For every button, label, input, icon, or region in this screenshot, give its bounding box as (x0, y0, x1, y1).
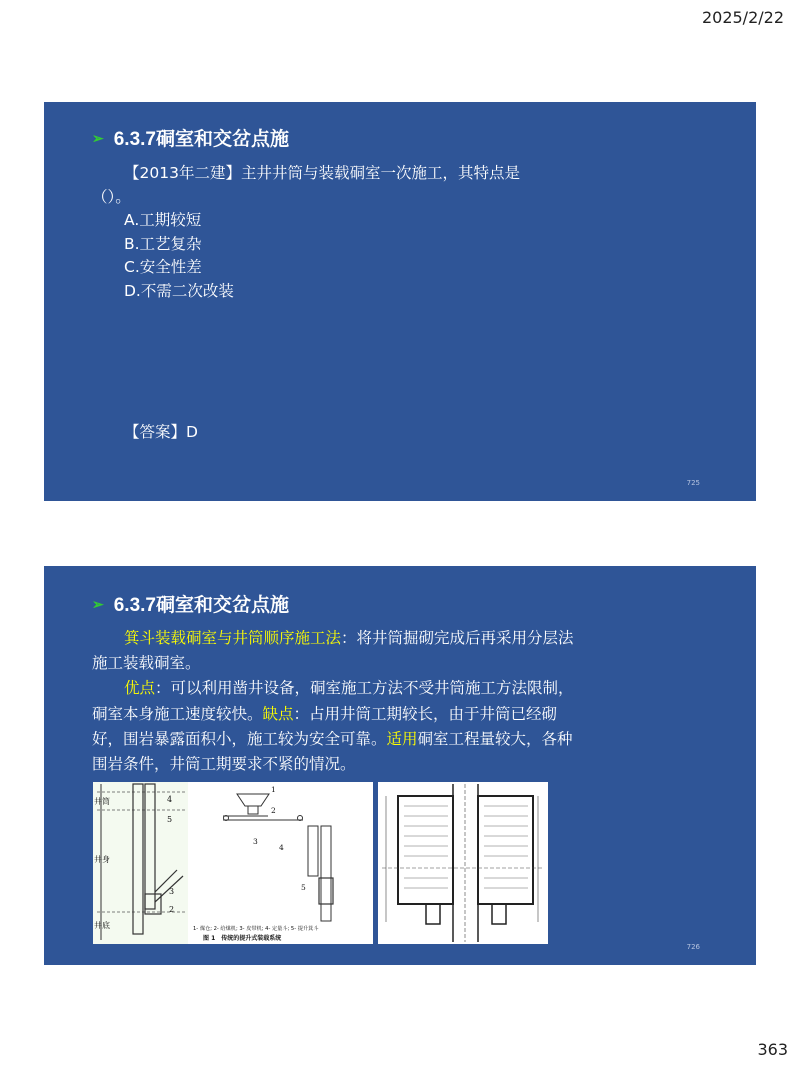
slide-title (92, 590, 289, 617)
slide-title-text: 6.3.7硐室和交岔点施 (113, 129, 289, 150)
figure-loading-system (93, 782, 373, 944)
left-label-bot: 井底 (94, 921, 110, 930)
page-number: 363 (757, 1040, 788, 1059)
mid-num-4: 4 (279, 843, 284, 852)
left-num-5: 5 (167, 815, 173, 824)
advantage-text: ：可以利用凿井设备，硐室施工方法不受井筒施工方法限制，硐室本身施工速度较快。 (92, 679, 574, 723)
mid-num-1: 1 (271, 785, 276, 794)
left-num-3: 3 (169, 887, 175, 896)
left-label-top: 井筒 (94, 797, 110, 806)
paragraph-2 (92, 676, 582, 777)
arrow-bullet-icon: ➢ (92, 596, 104, 612)
question-line-1: 【2013年二建】主井井筒与装载硐室一次施工，其特点是 (124, 164, 520, 182)
slide-number: 726 (686, 943, 700, 951)
slide-number: 725 (686, 479, 700, 487)
advantage-label: 优点 (124, 679, 156, 698)
mid-num-2: 2 (271, 806, 276, 815)
question-line-2: （）。 (92, 187, 131, 206)
arrow-bullet-icon: ➢ (92, 130, 104, 146)
option-a: A.工期较短 (124, 211, 202, 229)
question-text (92, 162, 622, 209)
mid-num-5: 5 (301, 883, 306, 892)
slide-title (92, 124, 289, 151)
figure-chamber-section (378, 782, 548, 944)
body-text (92, 626, 582, 777)
answer-text: 【答案】D (124, 423, 198, 441)
slide-title-text: 6.3.7硐室和交岔点施 (113, 595, 289, 616)
options-list (124, 209, 234, 303)
paragraph-1 (92, 626, 582, 676)
applicable-label: 适用 (386, 729, 418, 748)
option-b: B.工艺复杂 (124, 234, 202, 253)
figure-diagram (93, 782, 373, 944)
option-d: D.不需二次改装 (124, 281, 234, 300)
applicable-text: 硐室工程量较大，各种围岩条件，井筒工期要求不紧的情况。 (92, 729, 573, 774)
header-date: 2025/2/22 (701, 8, 784, 27)
left-label-mid: 井身 (94, 855, 110, 864)
option-c: C.安全性差 (124, 258, 202, 276)
mid-num-3: 3 (253, 837, 258, 846)
figure-legend: 1- 煤仓; 2- 给煤机; 3- 皮带机; 4- 定量斗; 5- 提升箕斗 (193, 926, 319, 932)
method-name: 箕斗装载硐室与井筒顺序施工法 (124, 629, 342, 647)
slide-725 (44, 102, 756, 501)
disadvantage-text: ：占用井筒工期较长，由于井筒已经砌好，围岩暴露面积小，施工较为安全可靠。 (92, 704, 558, 748)
disadvantage-label: 缺点 (262, 704, 294, 723)
figure-caption: 图 1 传统的提升式装载系统 (203, 935, 282, 942)
method-desc: ：将井筒掘砌完成后再采用分层法施工装载硐室。 (92, 629, 574, 673)
chamber-section-diagram (378, 782, 548, 944)
left-num-4: 4 (167, 795, 173, 804)
slide-726 (44, 566, 756, 965)
left-num-2: 2 (169, 905, 175, 914)
